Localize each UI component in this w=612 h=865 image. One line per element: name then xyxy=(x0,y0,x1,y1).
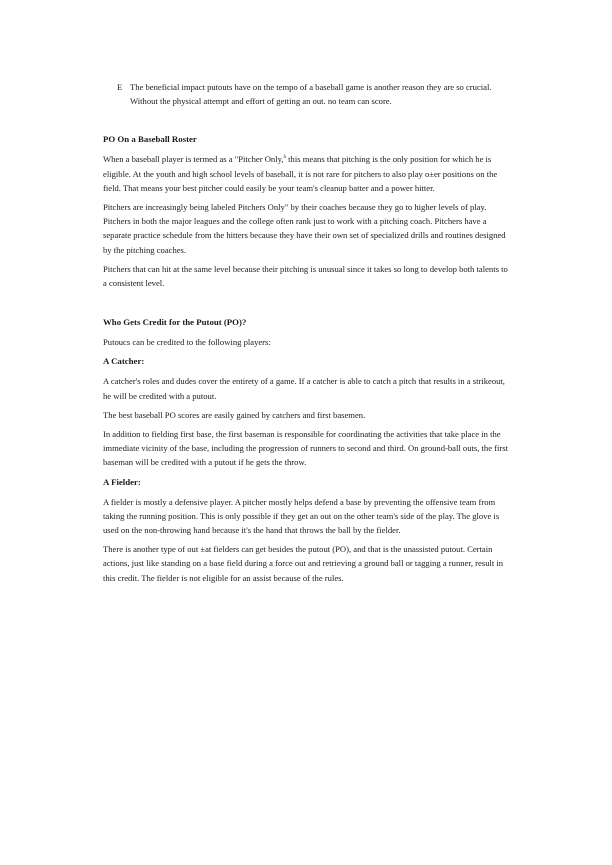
paragraph-first-baseman: In addition to fielding first base, the first baseman is responsible for coordinating the activities that take place in the immediate vicinity of the base, including the progression of runners to second and third. On ground-ball outs, the first baseman will be credited with a putout if he gets the throw. xyxy=(103,429,509,468)
subheading-catcher: A Catcher: xyxy=(103,356,145,367)
document-page xyxy=(103,80,513,590)
bullet-text: The beneficial impact putouts have on the tempo of a baseball game is another reason they are so crucial. Without the physical attempt and effort of getting an out. no team can score. xyxy=(130,82,492,107)
section-heading-putout-credit: Who Gets Credit for the Putout (PO)? xyxy=(103,317,247,328)
paragraph-unassisted-putout: There is another type of out ±at fielders can get besides the putout (PO), and that is the unassisted putout. Certain actions, just like standing on a base field during a force out and retrieving a ground ball or tagging a runner, result in this credit. The fielder is not eligible for an assist because of the rules. xyxy=(103,544,504,583)
paragraph-pitcher-only-part-b: this means that pitching is the only position for which he is eligible. At the youth and high school levels of baseball, it is not rare for pitchers to also play o±er positions on the field. That means your best pitcher could easily be your team's cleanup batter and a power hitter. xyxy=(103,154,498,193)
paragraph-putout-intro: Putoucs can be credited to the following players: xyxy=(103,337,271,348)
paragraph-pitcher-only xyxy=(103,152,513,195)
section-spacer xyxy=(103,295,513,315)
paragraph-pitchers-labeled: Pitchers are increasingly being labeled Pitchers Only" by their coaches because they go to higher levels of play. Pitchers in both the major leagues and the college often rank just to work with a pitching coach. Pitchers have a separate practice schedule from the hitters because they have their own set of specialized drills and routines designed by the pitching coaches. xyxy=(103,202,506,255)
footnote-marker: h xyxy=(283,155,286,161)
paragraph-pitchers-hit: Pitchers that can hit at the same level because their pitching is unusual since it takes so long to develop both talents to a consistent level. xyxy=(103,263,508,289)
paragraph-catcher-roles: A catcher's roles and dudes cover the entirety of a game. If a catcher is able to catch a pitch that results in a strikeout, he will be credited with a putout. xyxy=(103,376,505,401)
paragraph-catcher-scores: The best baseball PO scores are easily gained by catchers and first basemen. xyxy=(103,409,366,420)
paragraph-fielder-role: A fielder is mostly a defensive player. A pitcher mostly helps defend a base by preventing the offensive team from taking the running position. This is only possible if they get an out on the other team's side of the play. The glove is used on the non-throwing hand because it's the hand that throws the ball by the fielder. xyxy=(103,496,500,536)
paragraph-pitcher-only-part-a: When a baseball player is termed as a "Pitcher Only, xyxy=(103,154,284,165)
bullet-marker: E xyxy=(117,82,123,92)
subheading-fielder: A Fielder: xyxy=(103,476,141,487)
section-heading-po-roster: PO On a Baseball Roster xyxy=(103,134,197,145)
bullet-item xyxy=(117,80,513,108)
